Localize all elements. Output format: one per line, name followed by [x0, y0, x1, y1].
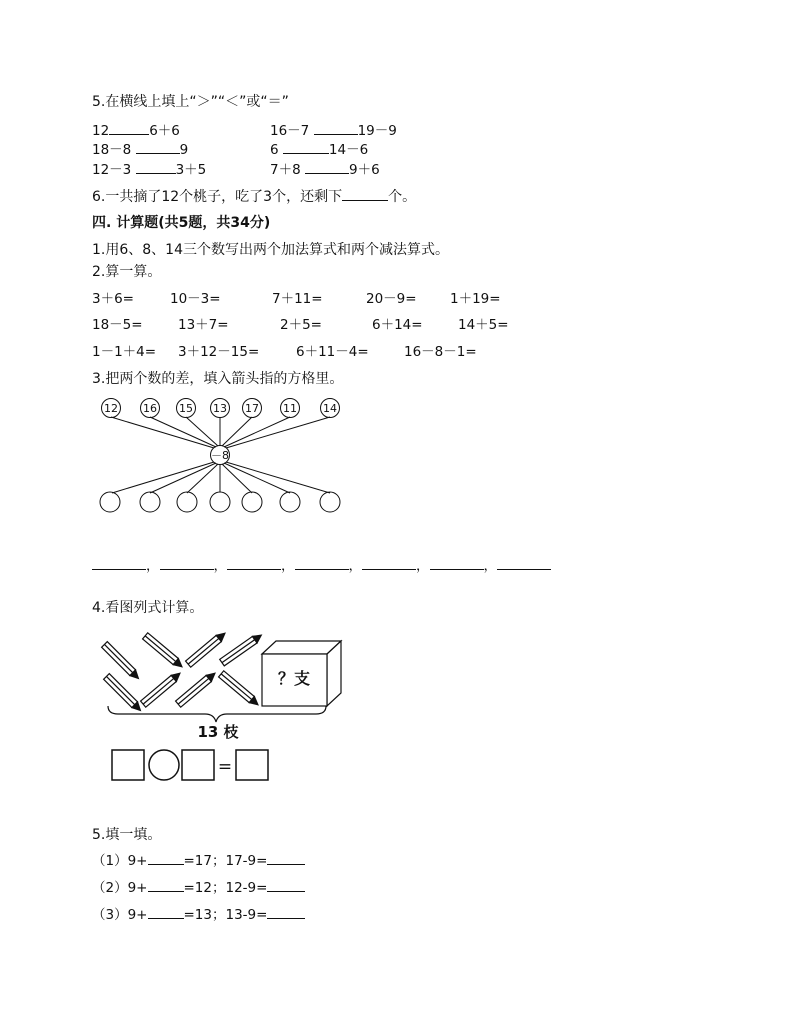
compare-row-3-left: 12－3 3＋5	[92, 162, 207, 178]
number-label: 13	[213, 402, 227, 415]
number-label: 15	[179, 402, 193, 415]
answer-blank[interactable]	[267, 852, 305, 865]
box-label: ？支	[277, 669, 311, 688]
answer-box[interactable]	[236, 750, 268, 780]
calc-item: 10－3=	[170, 291, 221, 307]
fill-row: （1）9+ =17；17-9=	[92, 852, 305, 870]
compare-row-1-right: 16－7 19－9	[270, 123, 397, 139]
number-label: 11	[283, 402, 297, 415]
calc-item: 6＋11－4=	[296, 344, 369, 360]
compare-row-3-right: 7＋8 9＋6	[270, 162, 380, 178]
center-operator: －8	[211, 449, 229, 462]
section-heading: 四. 计算题(共5题，共34分)	[92, 215, 271, 231]
c2-title: 2.算一算。	[92, 264, 162, 280]
number-label: 17	[245, 402, 259, 415]
equals-sign: =	[217, 757, 233, 777]
calc-item: 7＋11=	[272, 291, 323, 307]
calc-item: 6＋14=	[372, 317, 423, 333]
pencil-icon	[104, 674, 144, 714]
calc-item: 13＋7=	[178, 317, 229, 333]
calc-item: 1－1＋4=	[92, 344, 157, 360]
compare-row-2-left: 18－8 9	[92, 142, 189, 158]
c5-title: 5.填一填。	[92, 827, 162, 843]
compare-row-2-right: 6 14－6	[270, 142, 369, 158]
calc-item: 18－5=	[92, 317, 143, 333]
calc-item: 2＋5=	[280, 317, 322, 333]
number-label: 12	[104, 402, 118, 415]
c3-title: 3.把两个数的差，填入箭头指的方格里。	[92, 371, 344, 387]
total-label: 13 枝	[197, 723, 239, 741]
calc-item: 1＋19=	[450, 291, 501, 307]
calc-item: 14＋5=	[458, 317, 509, 333]
calc-item: 20－9=	[366, 291, 417, 307]
fill-row: （3）9+ =13；13-9=	[92, 906, 305, 924]
answer-blank[interactable]	[267, 879, 305, 892]
answer-blank[interactable]	[148, 906, 184, 919]
c4-title: 4.看图列式计算。	[92, 600, 204, 616]
operator-circle[interactable]	[149, 750, 179, 780]
q5-title: 5.在横线上填上“＞”“＜”或“＝”	[92, 94, 289, 110]
calc-item: 3＋12－15=	[178, 344, 260, 360]
pencil-icon	[176, 670, 218, 707]
calc-item: 3＋6=	[92, 291, 134, 307]
answer-blank[interactable]	[148, 852, 184, 865]
pencil-icon	[143, 633, 185, 670]
c1-question: 1.用6、8、14三个数写出两个加法算式和两个减法算式。	[92, 242, 449, 258]
number-label: 14	[323, 402, 337, 415]
answer-blank[interactable]	[267, 906, 305, 919]
answer-blank[interactable]	[148, 879, 184, 892]
answer-box[interactable]	[112, 750, 144, 780]
compare-row-1-left: 12 6＋6	[92, 123, 180, 139]
pencil-icon	[219, 671, 261, 708]
number-label: 16	[143, 402, 157, 415]
fill-row: （2）9+ =12；12-9=	[92, 879, 305, 897]
q6-question: 6.一共摘了12个桃子，吃了3个，还剩下 个。	[92, 189, 417, 205]
pencil-icon	[220, 632, 264, 666]
c3-answer-line: ， ， ， ， ， ，	[92, 557, 551, 575]
answer-box[interactable]	[182, 750, 214, 780]
brace	[108, 706, 326, 722]
calc-item: 16－8－1=	[404, 344, 477, 360]
